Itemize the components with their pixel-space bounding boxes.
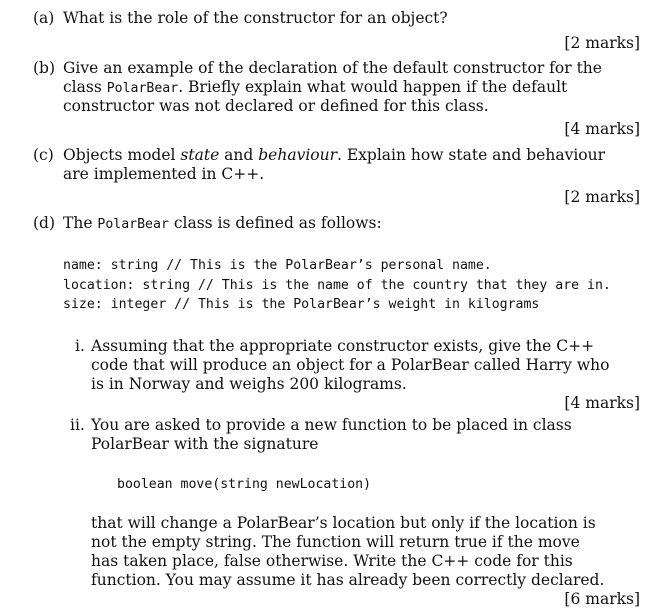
subquestion-ii-marks: [6 marks] [564,590,640,608]
question-d-intro [63,214,382,234]
question-a-marks: [2 marks] [564,34,640,52]
question-b-label: (b) [33,59,56,77]
subquestion-i-label: i. [75,337,85,355]
question-c-label: (c) [33,146,54,164]
question-b-line-1: Give an example of the declaration of the default constructor for the [63,59,602,77]
polarbear-class-code: PolarBear [97,217,169,232]
subquestion-ii-tail-2: not the empty string. The function will return true if the move [91,533,580,551]
question-c-line-1-pre: Objects model [63,146,181,164]
question-c-line-2: are implemented in C++. [63,165,265,183]
code-line-location: location: string // This is the name of the country that they are in. [63,278,611,293]
subquestion-i-marks: [4 marks] [564,394,640,412]
subquestion-i-line-2: code that will produce an object for a PolarBear called Harry who [91,356,610,374]
code-line-name: name: string // This is the PolarBear’s personal name. [63,258,492,273]
subquestion-ii-tail-4: function. You may assume it has already been correctly declared. [91,571,605,589]
question-b-line-2-post: . Briefly explain what would happen if the default [178,78,568,96]
question-c-line-1 [63,146,605,165]
question-d-intro-post: class is defined as follows: [168,214,382,232]
state-term: state [180,146,220,164]
question-c-line-1-mid: and [219,146,259,164]
question-b-marks: [4 marks] [564,120,640,138]
question-c-marks: [2 marks] [564,188,640,206]
question-c-line-1-post: . Explain how state and behaviour [337,146,606,164]
code-line-size: size: integer // This is the PolarBear’s weight in kilograms [63,297,540,312]
subquestion-ii-line-1: You are asked to provide a new function to be placed in class [91,416,572,434]
question-d-label: (d) [33,214,56,232]
question-b-line-2-pre: class [63,78,107,96]
question-a-label: (a) [33,9,55,27]
question-b-line-2 [63,78,567,98]
subquestion-i-line-3: is in Norway and weighs 200 kilograms. [91,375,407,393]
move-signature-code: boolean move(string newLocation) [117,477,372,492]
question-a-text: What is the role of the constructor for an object? [63,9,448,27]
subquestion-ii-line-2: PolarBear with the signature [91,435,319,453]
subquestion-i-line-1: Assuming that the appropriate constructor exists, give the C++ [91,337,595,355]
subquestion-ii-tail-1: that will change a PolarBear’s location but only if the location is [91,514,596,532]
question-b-line-3: constructor was not declared or defined for this class. [63,97,489,115]
polarbear-code: PolarBear [106,81,179,96]
subquestion-ii-label: ii. [70,416,85,434]
question-d-intro-pre: The [63,214,98,232]
subquestion-ii-tail-3: has taken place, false otherwise. Write the C++ code for this [91,552,573,570]
behaviour-term: behaviour [258,146,338,164]
